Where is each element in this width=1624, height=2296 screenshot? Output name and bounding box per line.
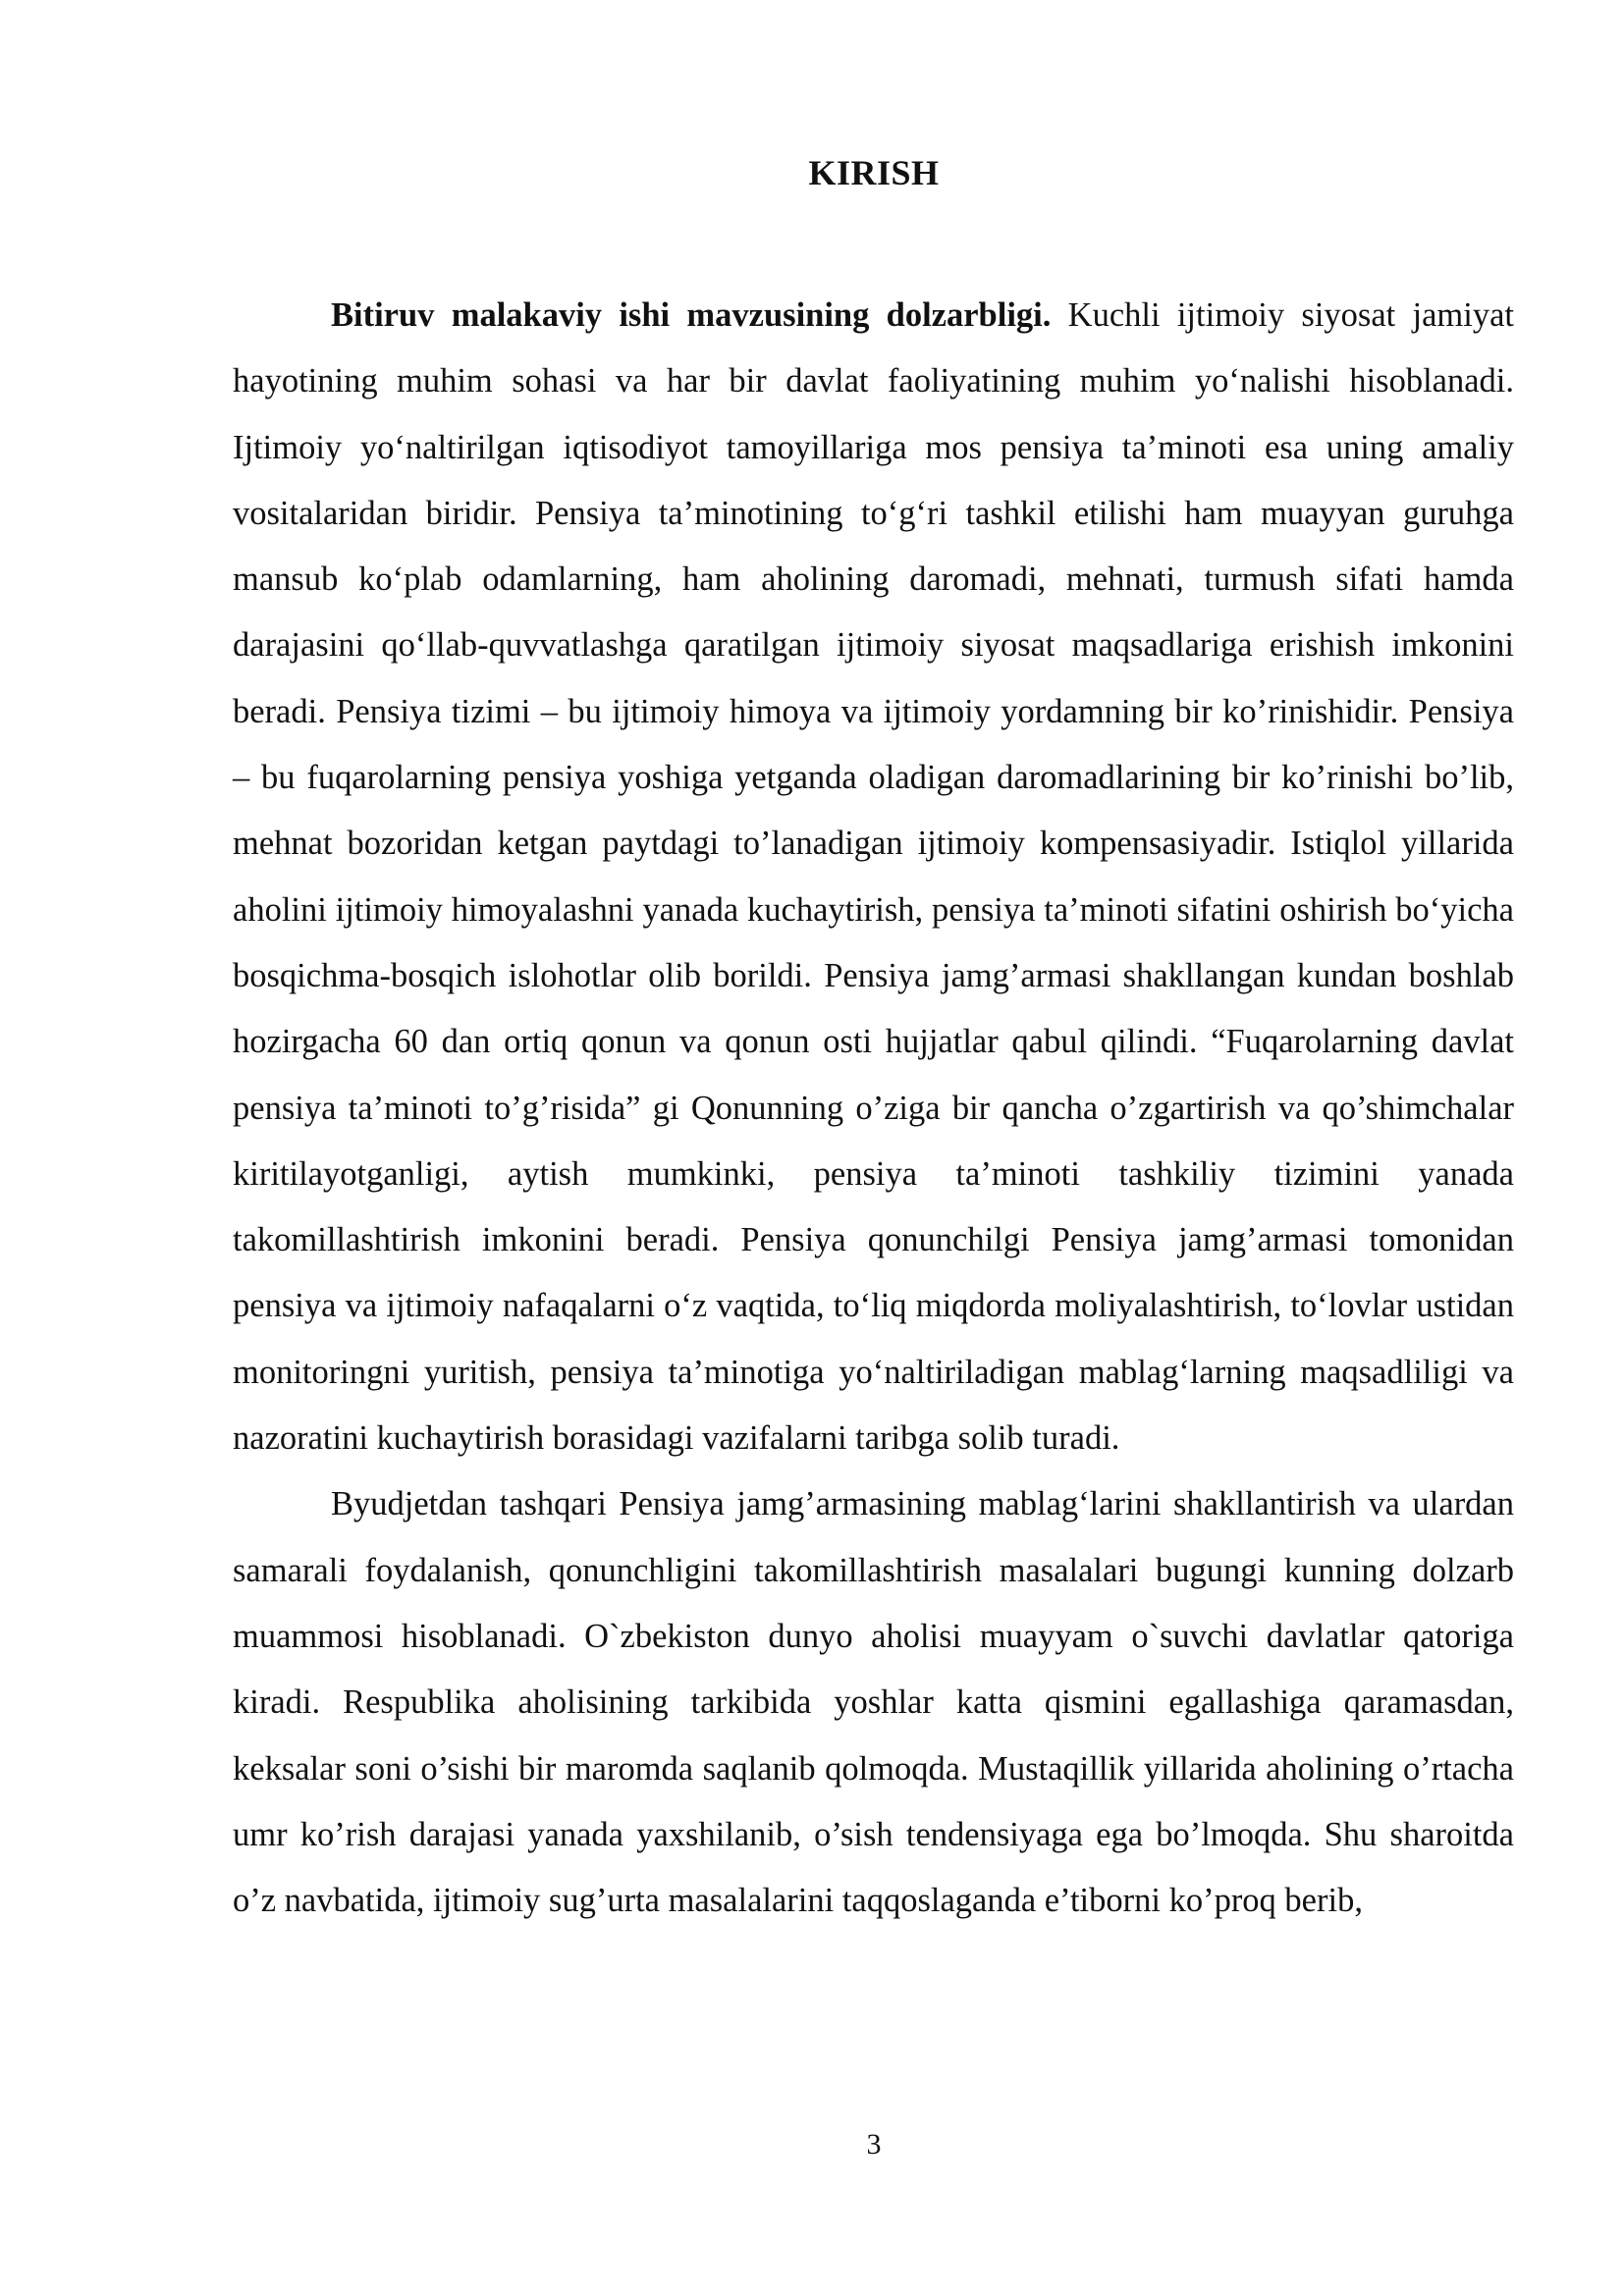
document-body xyxy=(233,283,1514,1934)
paragraph-1 xyxy=(233,283,1514,1471)
paragraph-1-lead: Bitiruv malakaviy ishi mavzusining dolzarbligi. xyxy=(331,296,1052,334)
paragraph-2 xyxy=(233,1471,1514,1934)
page-title: KIRISH xyxy=(808,153,940,192)
page-number: 3 xyxy=(866,2128,882,2161)
paragraph-2-text: Byudjetdan tashqari Pensiya jamg’armasining mablag‘larini shakllantirish va ulardan samarali foydalanish, qonunchligini takomillashtirish masalalari bugungi kunning dolzarb muammosi hisoblanadi. O`zbekiston dunyo aholisi muayyam o`suvchi davlatlar qatoriga kiradi. Respublika aholisining tarkibida yoshlar katta qismini egallashiga qaramasdan, keksalar soni o’sishi bir maromda saqlanib qolmoqda. Mustaqillik yillarida aholining o’rtacha umr ko’rish darajasi yanada yaxshilanib, o’sish tendensiyaga ega bo’lmoqda. Shu sharoitda o’z navbatida, ijtimoiy sug’urta masalalarini taqqoslaganda e’tiborni ko’proq berib, xyxy=(233,1485,1514,1920)
paragraph-1-text: Kuchli ijtimoiy siyosat jamiyat hayotining muhim sohasi va har bir davlat faoliyatining muhim yo‘nalishi hisoblanadi. Ijtimoiy yo‘naltirilgan iqtisodiyot tamoyillariga mos pensiya ta’minoti esa uning amaliy vositalaridan biridir. Pensiya ta’minotining to‘g‘ri tashkil etilishi ham muayyan guruhga mansub ko‘plab odamlarning, ham aholining daromadi, mehnati, turmush sifati hamda darajasini qo‘llab-quvvatlashga qaratilgan ijtimoiy siyosat maqsadlariga erishish imkonini beradi. Pensiya tizimi – bu ijtimoiy himoya va ijtimoiy yordamning bir ko’rinishidir. Pensiya – bu fuqarolarning pensiya yoshiga yetganda oladigan daromadlarining bir ko’rinishi bo’lib, mehnat bozoridan ketgan paytdagi to’lanadigan ijtimoiy kompensasiyadir. Istiqlol yillarida aholini ijtimoiy himoyalashni yanada kuchaytirish, pensiya ta’minoti sifatini oshirish bo‘yicha bosqichma-bosqich islohotlar olib borildi. Pensiya jamg’armasi shakllangan kundan boshlab hozirgacha 60 dan ortiq qonun va qonun osti hujjatlar qabul qilindi. “Fuqarolarning davlat pensiya ta’minoti to’g’risida” gi Qonunning o’ziga bir qancha o’zgartirish va qo’shimchalar kiritilayotganligi, aytish mumkinki, pensiya ta’minoti tashkiliy tizimini yanada takomillashtirish imkonini beradi. Pensiya qonunchilgi Pensiya jamg’armasi tomonidan pensiya va ijtimoiy nafaqalarni o‘z vaqtida, to‘liq miqdorda moliyalashtirish, to‘lovlar ustidan monitoringni yuritish, pensiya ta’minotiga yo‘naltiriladigan mablag‘larning maqsadliligi va nazoratini kuchaytirish borasidagi vazifalarni taribga solib turadi. xyxy=(233,296,1514,1458)
